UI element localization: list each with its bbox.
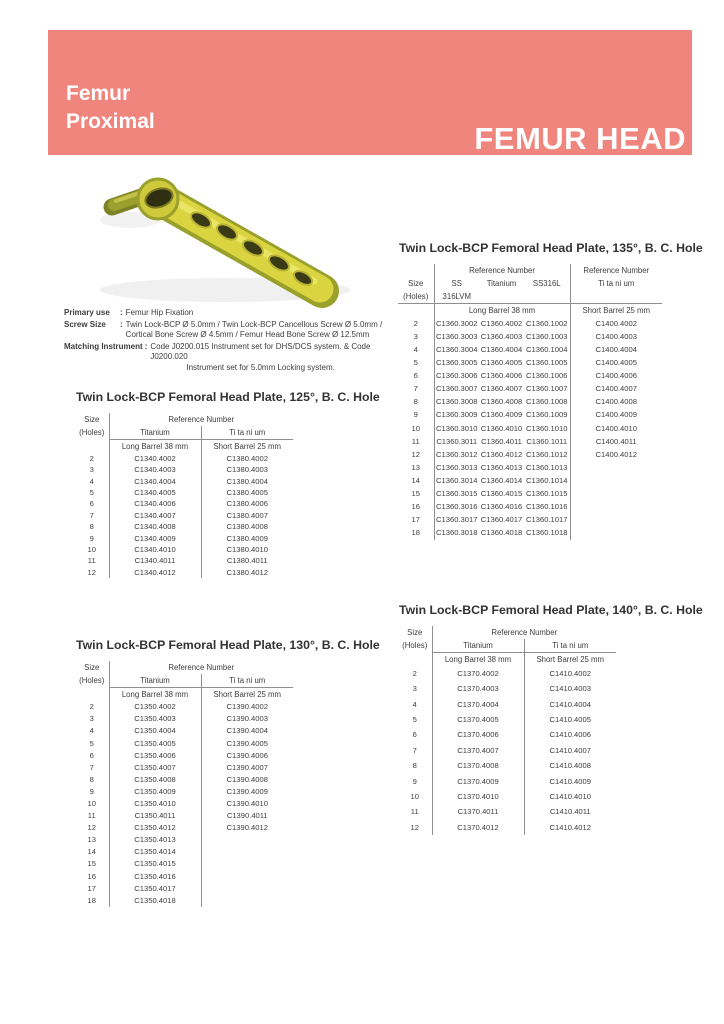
table-row: 16 C1360.3016 C1360.4016 C1360.1016 [398, 500, 662, 513]
ref-table: Size Reference Number (Holes) Titanium Ti ta ni um Long Barrel 38 mm Short Barrel 25 mm 2 C1340.4002 C1380.4002 3 C1340.4003 C1380.4003 4 C1340.4004 C1380.4004 5 C1340.4005 C1380.4005 6 C1340.4006 C1380.4006 7 C1340.4007 C1380.4007 8 C1340.4008 C1380.4008 9 C1340.4009 C1380.4009 10 C1340.4010 C1380.4010 11 C1340.4011 C1380.4011 12 C1340.4012 C1380.4012 [75, 413, 293, 578]
section-title [66, 80, 155, 136]
spec-label: Screw Size [64, 319, 106, 329]
table-row: 3 C1360.3003 C1360.4003 C1360.1003 C1400.4003 [398, 330, 662, 343]
table-row: 4 C1360.3004 C1360.4004 C1360.1004 C1400.4004 [398, 343, 662, 356]
table-row: 10 C1360.3010 C1360.4010 C1360.1010 C1400.4010 [398, 422, 662, 435]
table-title: Twin Lock-BCP Femoral Head Plate, 130°, B. C. Hole [76, 638, 380, 652]
table-row: 2 C1370.4002 C1410.4002 [398, 666, 616, 681]
spec-label: Matching Instrument [64, 341, 143, 351]
table-row: 9 C1350.4009 C1390.4009 [75, 786, 293, 798]
table-row: 13 C1360.3013 C1360.4013 C1360.1013 [398, 461, 662, 474]
spec-primary-use: Primary use : Femur Hip Fixation [64, 308, 400, 319]
table-row: 9 C1370.4009 C1410.4009 [398, 774, 616, 789]
table-body [398, 264, 703, 540]
table-row: 6 C1360.3006 C1360.4006 C1360.1006 C1400.4006 [398, 369, 662, 382]
spec-value: Code J0200.015 Instrument set for DHS/DCS system. & Code J0200.020 Instrument set for 5.0mm Locking system. [150, 341, 371, 372]
page-banner [48, 30, 692, 155]
table-row: 13 C1350.4013 [75, 834, 293, 846]
table-row: 3 C1350.4003 C1390.4003 [75, 713, 293, 725]
table-row: 15 C1360.3015 C1360.4015 C1360.1015 [398, 487, 662, 500]
table-140-degree [398, 603, 703, 835]
spec-screw-size: Screw Size : Twin Lock-BCP Ø 5.0mm / Twin Lock-BCP Cancellous Screw Ø 5.0mm / Cortical Bone Screw Ø 4.5mm / Femur Head Bone Screw Ø 12.5mm [64, 320, 400, 341]
spec-value: Femur Hip Fixation [125, 308, 194, 317]
table-row: 11 C1360.3011 C1360.4011 C1360.1011 C1400.4011 [398, 435, 662, 448]
table-row: 6 C1350.4006 C1390.4006 [75, 749, 293, 761]
table-row: 10 C1340.4010 C1380.4010 [75, 544, 293, 555]
table-row: 17 C1350.4017 [75, 882, 293, 894]
section-title-line2: Proximal [66, 110, 155, 133]
table-130-degree [75, 638, 380, 907]
table-135-degree [398, 241, 703, 540]
table-row: 7 C1350.4007 C1390.4007 [75, 761, 293, 773]
spec-value: Twin Lock-BCP Ø 5.0mm / Twin Lock-BCP Cancellous Screw Ø 5.0mm / Cortical Bone Screw Ø 4.5mm / Femur Head Bone Screw Ø 12.5mm [125, 319, 383, 339]
table-row: 4 C1370.4004 C1410.4004 [398, 697, 616, 712]
table-row: 8 C1360.3008 C1360.4008 C1360.1008 C1400.4008 [398, 396, 662, 409]
table-title: Twin Lock-BCP Femoral Head Plate, 125°, B. C. Hole [76, 390, 380, 404]
product-photo-plate-image [60, 168, 360, 310]
table-row: 7 C1340.4007 C1380.4007 [75, 510, 293, 521]
ref-table: Size Reference Number (Holes) Titanium Ti ta ni um Long Barrel 38 mm Short Barrel 25 mm 2 C1350.4002 C1390.4002 3 C1350.4003 C1390.4003 4 C1350.4004 C1390.4004 5 C1350.4005 C1390.4005 6 C1350.4006 C1390.4006 7 C1350.4007 C1390.4007 8 C1350.4008 C1390.4008 9 C1350.4009 C1390.4009 10 C1350.4010 C1390.4010 11 C1350.4011 C1390.4011 12 C1350.4012 C1390.4012 13 C1350.4013 14 C1350.4014 15 C1350.4015 16 C1350.4016 17 C1350.4017 18 C1350.4018 [75, 661, 293, 907]
table-row: 18 C1350.4018 [75, 895, 293, 907]
table-row: 6 C1370.4006 C1410.4006 [398, 728, 616, 743]
table-row: 11 C1340.4011 C1380.4011 [75, 556, 293, 567]
spec-matching-instrument: Matching Instrument : Code J0200.015 Instrument set for DHS/DCS system. & Code J0200.020 Instrument set for 5.0mm Locking system. [64, 342, 400, 374]
table-125-degree [75, 390, 380, 578]
table-row: 16 C1350.4016 [75, 870, 293, 882]
table-row: 12 C1370.4012 C1410.4012 [398, 820, 616, 835]
table-row: 8 C1340.4008 C1380.4008 [75, 521, 293, 532]
table-row: 5 C1350.4005 C1390.4005 [75, 737, 293, 749]
table-row: 7 C1360.3007 C1360.4007 C1360.1007 C1400.4007 [398, 382, 662, 395]
table-row: 9 C1340.4009 C1380.4009 [75, 533, 293, 544]
table-row: 14 C1350.4014 [75, 846, 293, 858]
table-body [75, 661, 380, 907]
section-title-line1: Femur [66, 82, 131, 105]
table-row: 5 C1370.4005 C1410.4005 [398, 712, 616, 727]
page-title: FEMUR HEAD [474, 121, 686, 156]
table-body [398, 626, 703, 835]
spec-label: Primary use [64, 308, 110, 317]
table-row: 5 C1340.4005 C1380.4005 [75, 487, 293, 498]
product-specs [64, 308, 400, 374]
table-row: 8 C1350.4008 C1390.4008 [75, 774, 293, 786]
table-row: 17 C1360.3017 C1360.4017 C1360.1017 [398, 513, 662, 526]
table-row: 8 C1370.4008 C1410.4008 [398, 758, 616, 773]
table-row: 2 C1350.4002 C1390.4002 [75, 701, 293, 713]
table-row: 14 C1360.3014 C1360.4014 C1360.1014 [398, 474, 662, 487]
table-row: 3 C1370.4003 C1410.4003 [398, 681, 616, 696]
table-row: 2 C1360.3002 C1360.4002 C1360.1002 C1400.4002 [398, 317, 662, 330]
table-row: 15 C1350.4015 [75, 858, 293, 870]
table-row: 11 C1370.4011 C1410.4011 [398, 805, 616, 820]
table-title: Twin Lock-BCP Femoral Head Plate, 140°, B. C. Hole [399, 603, 703, 617]
table-row: 18 C1360.3018 C1360.4018 C1360.1018 [398, 527, 662, 540]
table-row: 5 C1360.3005 C1360.4005 C1360.1005 C1400.4005 [398, 356, 662, 369]
table-row: 2 C1340.4002 C1380.4002 [75, 453, 293, 464]
table-title: Twin Lock-BCP Femoral Head Plate, 135°, B. C. Hole [399, 241, 703, 255]
table-body [75, 413, 380, 578]
table-row: 9 C1360.3009 C1360.4009 C1360.1009 C1400.4009 [398, 409, 662, 422]
table-row: 12 C1350.4012 C1390.4012 [75, 822, 293, 834]
table-row: 10 C1350.4010 C1390.4010 [75, 798, 293, 810]
table-row: 4 C1350.4004 C1390.4004 [75, 725, 293, 737]
table-row: 10 C1370.4010 C1410.4010 [398, 789, 616, 804]
table-row: 11 C1350.4011 C1390.4011 [75, 810, 293, 822]
ref-table: Reference Number Reference Number Size SS Titanium SS316L Ti ta ni um (Holes) 316LVM Long Barrel 38 mm Short Barrel 25 mm 2 C1360.3002 C1360.4002 C1360.1002 C1400.4002 3 C1360.3003 C1360.4003 C1360.1003 C1400.4003 4 C1360.3004 C1360.4004 C1360.1004 C1400.4004 5 C1360.3005 C1360.4005 C1360.1005 C1400.4005 6 C1360.3006 C1360.4006 C1360.1006 C1400.4006 7 C1360.3007 C1360.4007 C1360.1007 C1400.4007 8 C1360.3008 C1360.4008 C1360.1008 C1400.4008 9 C1360.3009 C1360.4009 C1360.1009 C1400.4009 10 C1360.3010 C1360.4010 C1360.1010 C1400.4010 11 C1360.3011 C1360.4011 C1360.1011 C1400.4011 12 C1360.3012 C1360.4012 C1360.1012 C1400.4012 13 C1360.3013 C1360.4013 C1360.1013 14 C1360.3014 C1360.4014 C1360.1014 15 C1360.3015 C1360.4015 C1360.1015 16 C1360.3016 C1360.4016 C1360.1016 17 C1360.3017 C1360.4017 C1360.1017 18 C1360.3018 C1360.4018 C1360.1018 [398, 264, 662, 540]
table-row: 12 C1360.3012 C1360.4012 C1360.1012 C1400.4012 [398, 448, 662, 461]
table-row: 4 C1340.4004 C1380.4004 [75, 476, 293, 487]
ref-table: Size Reference Number (Holes) Titanium Ti ta ni um Long Barrel 38 mm Short Barrel 25 mm 2 C1370.4002 C1410.4002 3 C1370.4003 C1410.4003 4 C1370.4004 C1410.4004 5 C1370.4005 C1410.4005 6 C1370.4006 C1410.4006 7 C1370.4007 C1410.4007 8 C1370.4008 C1410.4008 9 C1370.4009 C1410.4009 10 C1370.4010 C1410.4010 11 C1370.4011 C1410.4011 12 C1370.4012 C1410.4012 [398, 626, 616, 835]
table-row: 6 C1340.4006 C1380.4006 [75, 499, 293, 510]
table-row: 3 C1340.4003 C1380.4003 [75, 464, 293, 475]
table-row: 12 C1340.4012 C1380.4012 [75, 567, 293, 578]
table-row: 7 C1370.4007 C1410.4007 [398, 743, 616, 758]
